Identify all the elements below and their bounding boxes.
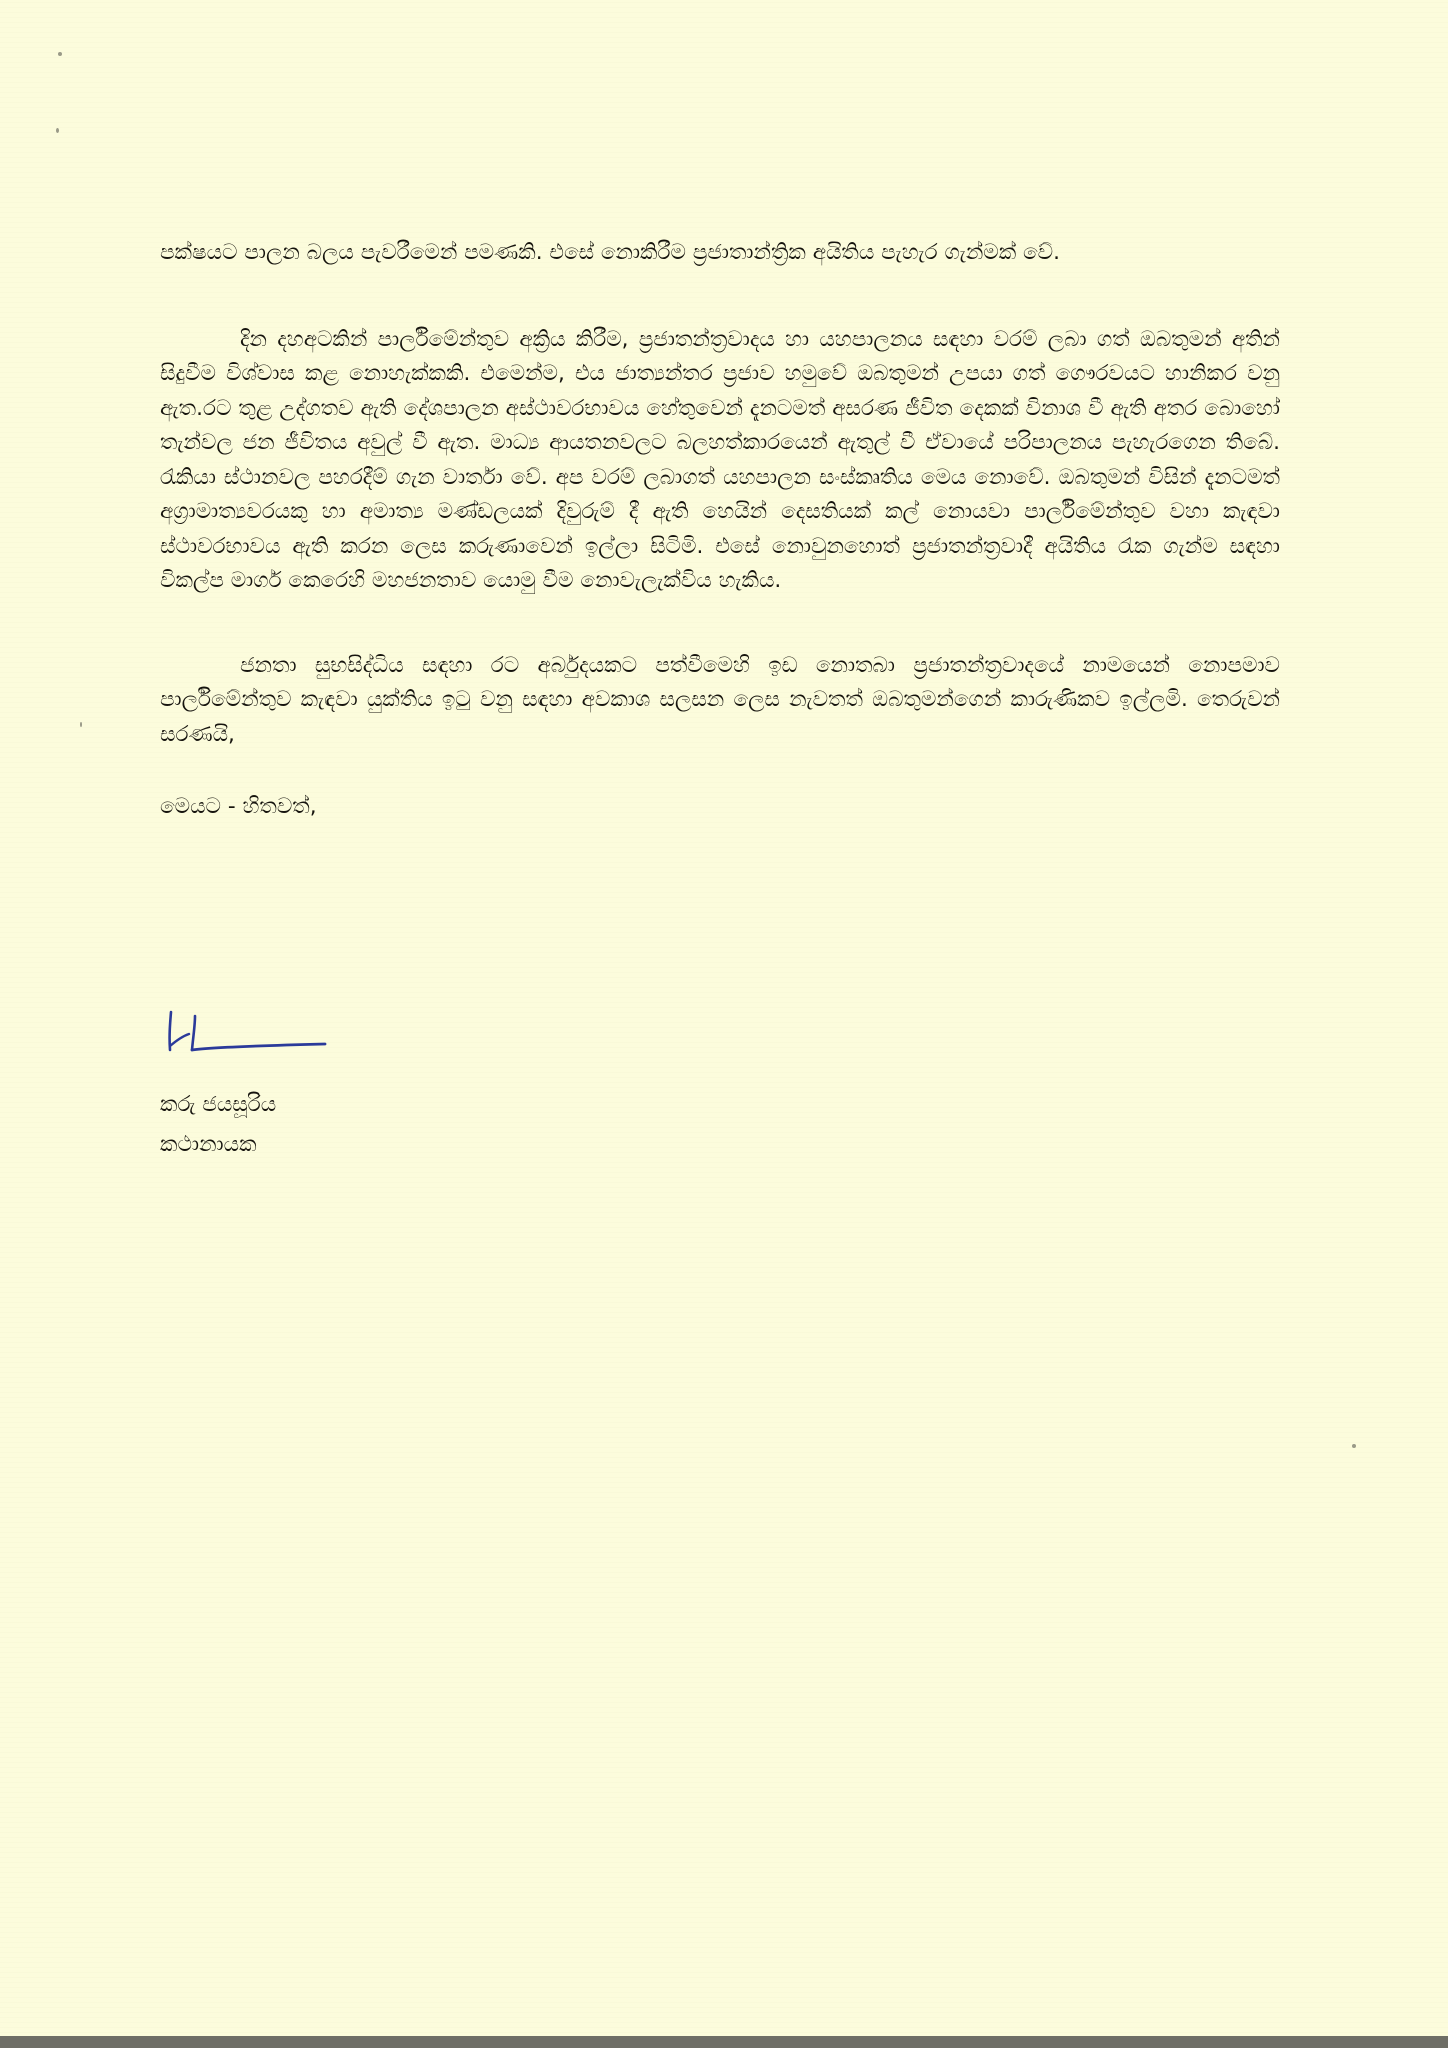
letter-paragraph-1: පක්ෂයට පාලන බලය පැවරීමෙන් පමණකි. එසේ නොකිරීම ප්‍රජාතාන්ත්‍රික අයිතිය පැහැර ගැන්මක් වේ. — [160, 240, 1060, 265]
paper-speck — [56, 128, 59, 133]
letter-body — [160, 236, 1280, 825]
signature-block — [160, 1085, 276, 1165]
paper-speck — [80, 722, 82, 727]
letter-paragraph-2: දින දහඅටකින් පාර්ලිමේන්තුව අක්‍රිය කිරීම, ප්‍රජාතන්ත්‍රවාදය හා යහපාලනය සඳහා වරම් ලබා ගත් ඔබතුමන් අතින් සිදුවීම විශ්වාස කළ නොහැක්කකි. එමෙන්ම, එය ජාත්‍යන්තර ප්‍රජාව හමුවේ ඔබතුමන් උපයා ගත් ගෞරවයට හානිකර වනු ඇත.රට තුළ උද්ගතව ඇති දේශපාලන අස්ථාවරභාවය හේතුවෙන් දැනටමත් අසරණ ජීවිත දෙකක් විනාශ වී ඇති අතර බොහෝ තැන්වල ජන ජීවිතය අවුල් වී ඇත. මාධ්‍ය ආයතනවලට බලහත්කාරයෙන් ඇතුල් වී ඒවායේ පරිපාලනය පැහැරගෙන තිබේ. රැකියා ස්ථානවල පහරදීම් ගැන වාර්තා වේ. අප වරම් ලබාගත් යහපාලන සංස්කෘතිය මෙය නොවේ. ඔබතුමන් විසින් දැනටමත් අග්‍රාමාත්‍යවරයකු හා අමාත්‍ය මණ්ඩලයක් දිවුරුම් දී ඇති හෙයින් දෙසතියක් කල් නොයවා පාර්ලිමේන්තුව වහා කැඳවා ස්ථාවරභාවය ඇති කරන ලෙස කරුණාවෙන් ඉල්ලා සිටිමි. එසේ නොවුනහොත් ප්‍රජාතන්ත්‍රවාදී අයිතිය රැක ගැන්ම සඳහා විකල්ප මාර්ග කෙරෙහි මහජනතාව යොමු වීම නොවැලැක්විය හැකිය. — [160, 326, 1280, 593]
signer-name: කරු ජයසූරිය — [160, 1092, 277, 1117]
letter-closing: මෙයට - හිතවත්, — [160, 794, 317, 819]
paper-speck — [58, 52, 62, 56]
scan-bottom-edge — [0, 2036, 1448, 2048]
paper-speck — [1352, 1444, 1356, 1448]
signer-title: කථානායක — [160, 1132, 257, 1157]
handwritten-signature — [165, 1006, 335, 1058]
letter-paragraph-3: ජනතා සුභසිද්ධිය සඳහා රට අර්බුදයකට පත්වීමෙහි ඉඩ නොතබා ප්‍රජාතන්ත්‍රවාදයේ නාමයෙන් නොපමාව පාර්ලිමේන්තුව කැඳවා යුක්තිය ඉටු වනු සඳහා අවකාශ සලසන ලෙස නැවතත් ඔබතුමන්ගෙන් කාරුණිකව ඉල්ලමි. තෙරුවන් සරණයි, — [160, 652, 1280, 747]
